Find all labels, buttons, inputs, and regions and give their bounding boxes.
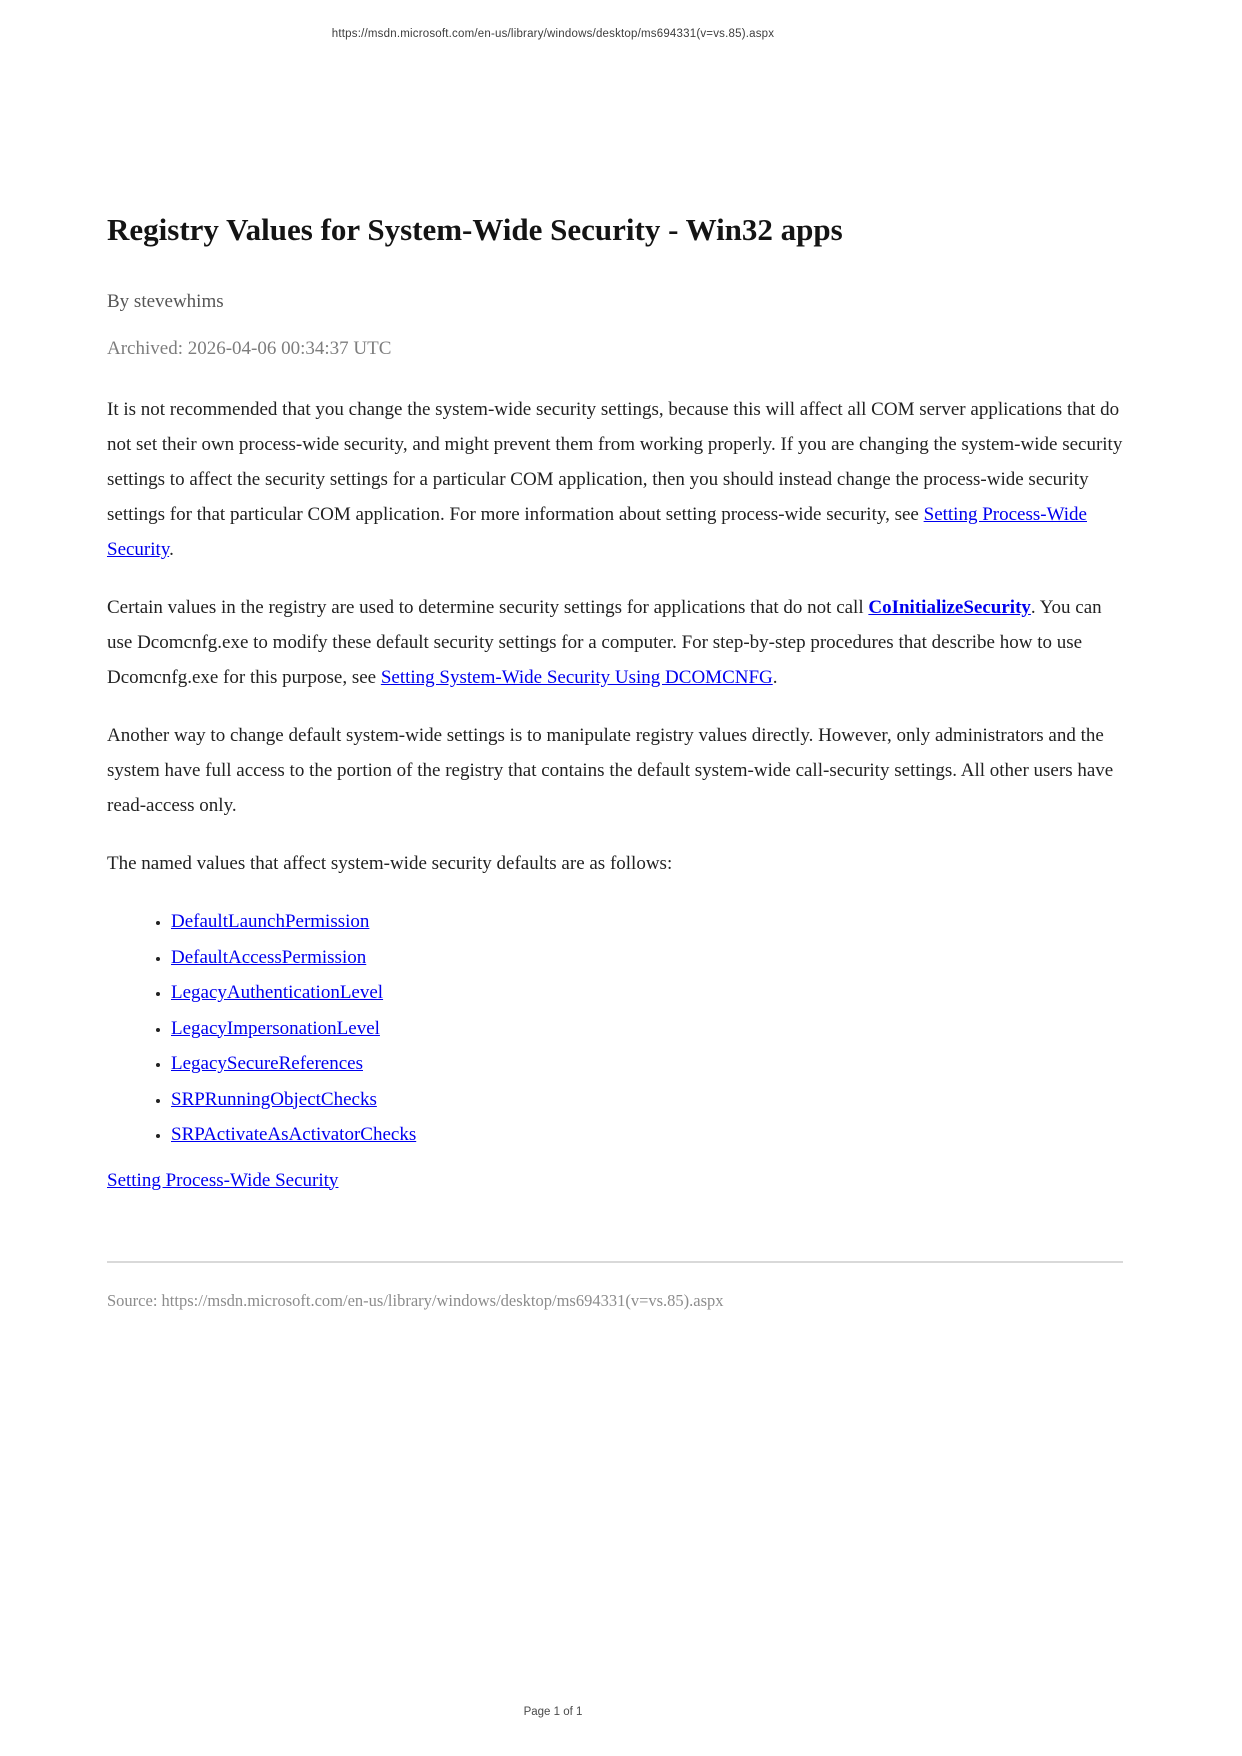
paragraph: Another way to change default system-wide settings is to manipulate registry values directly. However, only administrators and the system have full access to the portion of the registry that contains the default system-wide call-security settings. All other users have read-access only. bbox=[107, 725, 1114, 816]
registry-value-link[interactable]: DefaultLaunchPermission bbox=[171, 911, 370, 932]
setting-process-wide-security-link[interactable]: Setting Process-Wide Security bbox=[107, 1169, 339, 1191]
page-url-header: https://msdn.microsoft.com/en-us/library/windows/desktop/ms694331(v=vs.85).aspx bbox=[331, 28, 775, 40]
paragraphs bbox=[107, 392, 1123, 881]
registry-value-link[interactable]: DefaultAccessPermission bbox=[171, 946, 367, 968]
divider bbox=[107, 1261, 1123, 1263]
registry-value-link[interactable]: LegacyImpersonationLevel bbox=[171, 1017, 380, 1039]
list-item bbox=[171, 1046, 1123, 1082]
byline: By stevewhims bbox=[107, 291, 224, 312]
related-link-row bbox=[107, 1163, 1123, 1198]
source-line: Source: https://msdn.microsoft.com/en-us/library/windows/desktop/ms694331(v=vs.85).aspx bbox=[107, 1290, 724, 1310]
paragraph: It is not recommended that you change the system-wide security settings, because this will affect all COM server applications that do not set their own process-wide security, and might prevent them from working properly. If you are changing the system-wide security settings to affect the security settings for a particular COM application, then you should instead change the process-wide security settings for that particular COM application. For more information about setting process-wide security, see Setting Process-Wide Security. bbox=[107, 399, 1123, 560]
list-item bbox=[171, 904, 1123, 940]
list-item bbox=[171, 1011, 1123, 1047]
paragraph: The named values that affect system-wide security defaults are as follows: bbox=[107, 853, 673, 874]
list-item bbox=[171, 975, 1123, 1011]
inline-link[interactable]: CoInitializeSecurity bbox=[868, 597, 1031, 618]
list-item bbox=[171, 1117, 1123, 1153]
registry-value-link[interactable]: SRPActivateAsActivatorChecks bbox=[171, 1124, 417, 1145]
registry-value-link[interactable]: SRPRunningObjectChecks bbox=[171, 1088, 377, 1110]
inline-link[interactable]: Setting System-Wide Security Using DCOMCNFG bbox=[380, 667, 773, 688]
registry-value-link[interactable]: LegacySecureReferences bbox=[171, 1053, 363, 1074]
archived-timestamp: Archived: 2026-04-06 00:34:37 UTC bbox=[107, 338, 392, 359]
registry-values-list bbox=[107, 904, 1123, 1153]
registry-value-link[interactable]: LegacyAuthenticationLevel bbox=[171, 982, 384, 1003]
page-number-footer: Page 1 of 1 bbox=[523, 1706, 583, 1718]
list-item bbox=[171, 940, 1123, 976]
page-title: Registry Values for System-Wide Security - Win32 apps bbox=[107, 212, 843, 247]
list-item bbox=[171, 1082, 1123, 1118]
inline-link[interactable]: Setting Process-Wide Security bbox=[107, 504, 1087, 560]
paragraph: Certain values in the registry are used to determine security settings for applications that do not call CoInitializeSecurity. You can use Dcomcnfg.exe to modify these default security settings for a computer. For step-by-step procedures that describe how to use Dcomcnfg.exe for this purpose, see Setting System-Wide Security Using DCOMCNFG. bbox=[107, 597, 1102, 688]
document-body bbox=[107, 0, 1123, 1312]
